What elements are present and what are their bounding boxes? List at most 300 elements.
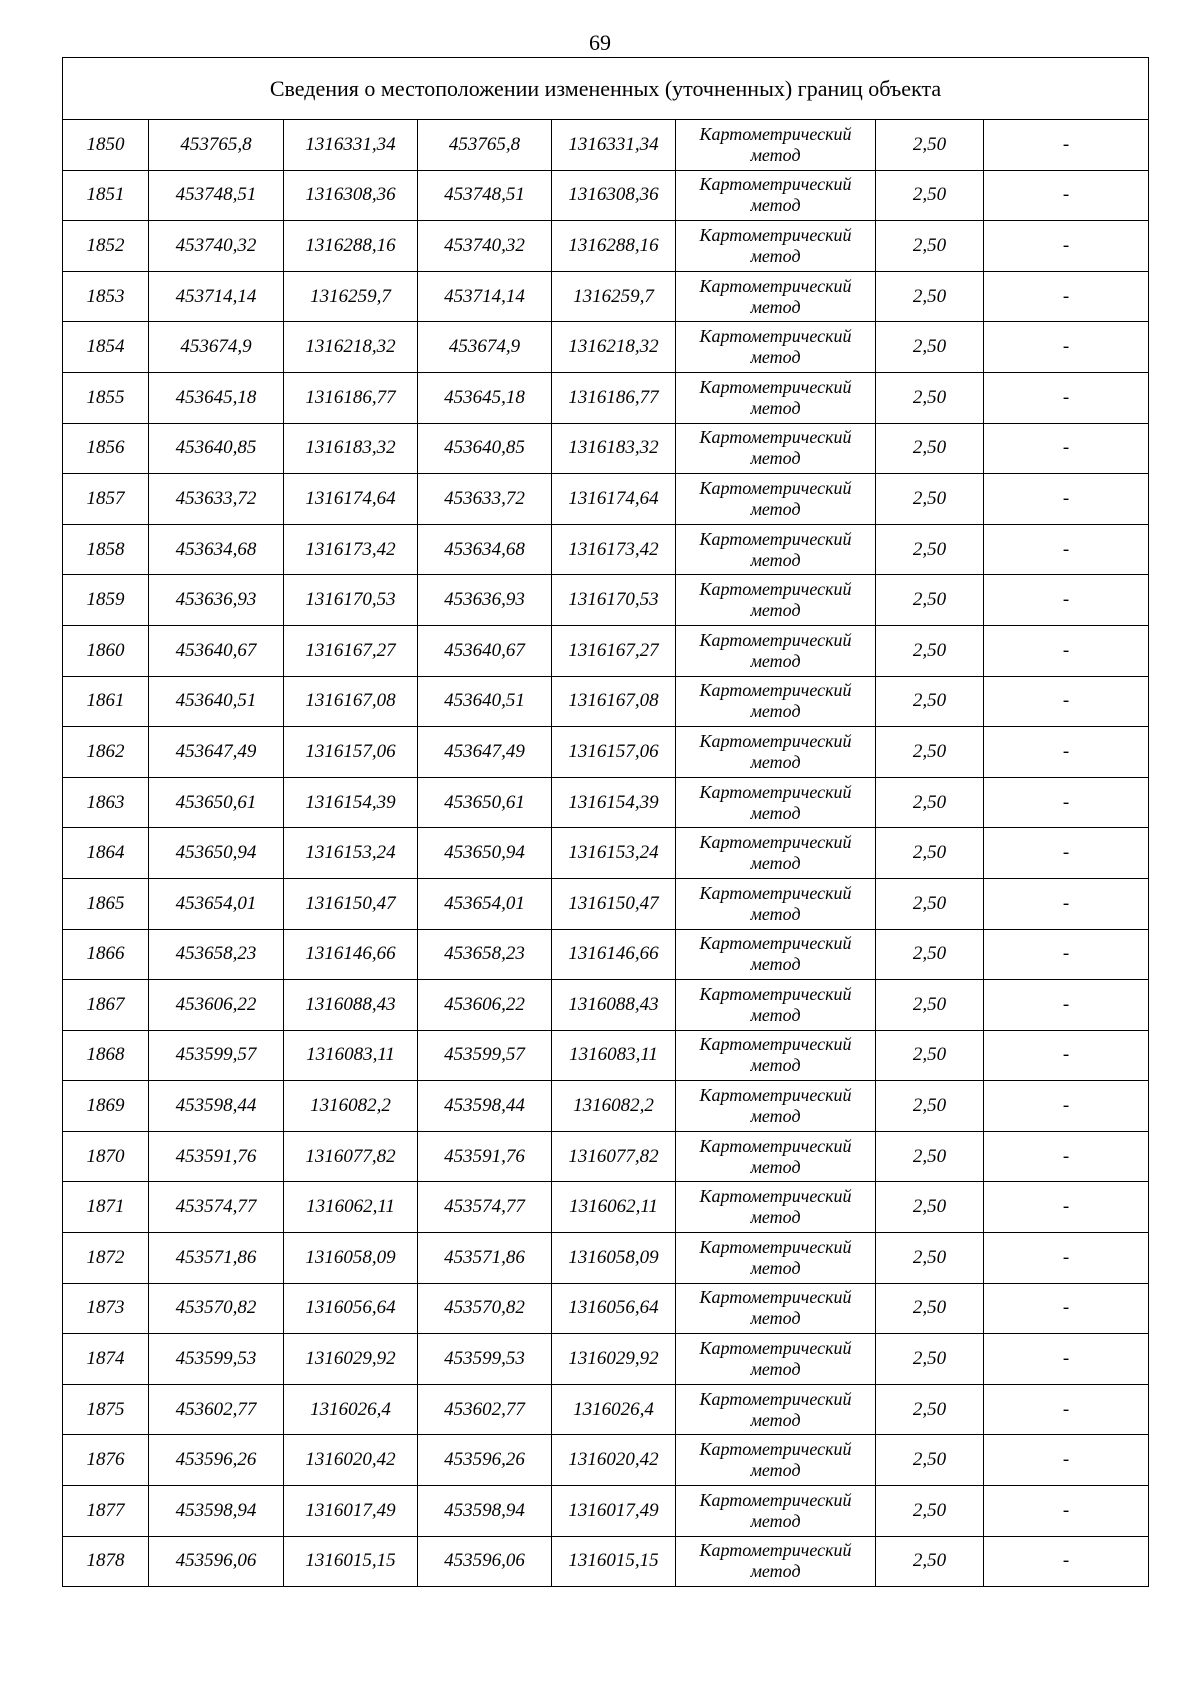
- table-row: [63, 878, 1149, 929]
- y-new-cell: 1316146,66: [552, 929, 676, 980]
- table-row: [63, 1182, 1149, 1233]
- description-cell: -: [984, 1131, 1149, 1182]
- accuracy-cell: 2,50: [876, 271, 984, 322]
- point-number-cell: 1867: [63, 980, 149, 1031]
- x-new-cell: 453640,85: [418, 423, 552, 474]
- table-row: [63, 1030, 1149, 1081]
- accuracy-cell: 2,50: [876, 322, 984, 373]
- description-cell: -: [984, 1030, 1149, 1081]
- method-line-1: Картометрический: [699, 1489, 852, 1510]
- y-existing-cell: 1316259,7: [284, 271, 418, 322]
- method-line-2: метод: [750, 1308, 801, 1329]
- y-new-cell: 1316029,92: [552, 1334, 676, 1385]
- x-new-cell: 453714,14: [418, 271, 552, 322]
- method-line-2: метод: [750, 954, 801, 975]
- x-new-cell: 453591,76: [418, 1131, 552, 1182]
- method-cell: [676, 1536, 876, 1587]
- x-existing-cell: 453640,51: [149, 676, 284, 727]
- table-row: [63, 828, 1149, 879]
- table-row: [63, 777, 1149, 828]
- method-line-1: Картометрический: [699, 174, 852, 195]
- method-line-2: метод: [750, 448, 801, 469]
- method-line-2: метод: [750, 903, 801, 924]
- method-line-2: метод: [750, 498, 801, 519]
- y-new-cell: 1316167,08: [552, 676, 676, 727]
- method-line-2: метод: [750, 1106, 801, 1127]
- x-existing-cell: 453748,51: [149, 170, 284, 221]
- method-cell: [676, 1283, 876, 1334]
- point-number-cell: 1873: [63, 1283, 149, 1334]
- y-existing-cell: 1316186,77: [284, 372, 418, 423]
- method-line-2: метод: [750, 1207, 801, 1228]
- method-cell: [676, 1334, 876, 1385]
- method-line-2: метод: [750, 1156, 801, 1177]
- point-number-cell: 1878: [63, 1536, 149, 1587]
- point-number-cell: 1851: [63, 170, 149, 221]
- method-cell: [676, 271, 876, 322]
- method-cell: [676, 575, 876, 626]
- method-line-1: Картометрический: [699, 224, 852, 245]
- y-existing-cell: 1316157,06: [284, 727, 418, 778]
- table-row: [63, 1081, 1149, 1132]
- y-existing-cell: 1316331,34: [284, 120, 418, 171]
- y-new-cell: 1316174,64: [552, 474, 676, 525]
- method-line-1: Картометрический: [699, 123, 852, 144]
- description-cell: -: [984, 1283, 1149, 1334]
- y-new-cell: 1316058,09: [552, 1233, 676, 1284]
- method-line-2: метод: [750, 1257, 801, 1278]
- x-new-cell: 453598,44: [418, 1081, 552, 1132]
- y-new-cell: 1316288,16: [552, 221, 676, 272]
- method-cell: [676, 474, 876, 525]
- description-cell: -: [984, 1334, 1149, 1385]
- description-cell: -: [984, 1435, 1149, 1486]
- accuracy-cell: 2,50: [876, 878, 984, 929]
- method-line-2: метод: [750, 296, 801, 317]
- x-existing-cell: 453602,77: [149, 1384, 284, 1435]
- point-number-cell: 1850: [63, 120, 149, 171]
- method-line-1: Картометрический: [699, 376, 852, 397]
- method-cell: [676, 1030, 876, 1081]
- method-cell: [676, 980, 876, 1031]
- x-new-cell: 453650,61: [418, 777, 552, 828]
- y-existing-cell: 1316026,4: [284, 1384, 418, 1435]
- y-existing-cell: 1316170,53: [284, 575, 418, 626]
- accuracy-cell: 2,50: [876, 980, 984, 1031]
- y-existing-cell: 1316218,32: [284, 322, 418, 373]
- accuracy-cell: 2,50: [876, 474, 984, 525]
- y-existing-cell: 1316083,11: [284, 1030, 418, 1081]
- description-cell: -: [984, 625, 1149, 676]
- method-cell: [676, 1435, 876, 1486]
- method-cell: [676, 423, 876, 474]
- y-new-cell: 1316153,24: [552, 828, 676, 879]
- accuracy-cell: 2,50: [876, 1081, 984, 1132]
- y-existing-cell: 1316015,15: [284, 1536, 418, 1587]
- accuracy-cell: 2,50: [876, 1233, 984, 1284]
- point-number-cell: 1872: [63, 1233, 149, 1284]
- method-cell: [676, 676, 876, 727]
- point-number-cell: 1863: [63, 777, 149, 828]
- accuracy-cell: 2,50: [876, 1536, 984, 1587]
- x-existing-cell: 453654,01: [149, 878, 284, 929]
- method-line-2: метод: [750, 1359, 801, 1380]
- method-line-1: Картометрический: [699, 629, 852, 650]
- table-body: [63, 120, 1149, 1587]
- y-existing-cell: 1316082,2: [284, 1081, 418, 1132]
- x-new-cell: 453602,77: [418, 1384, 552, 1435]
- y-existing-cell: 1316058,09: [284, 1233, 418, 1284]
- point-number-cell: 1861: [63, 676, 149, 727]
- x-existing-cell: 453633,72: [149, 474, 284, 525]
- method-line-2: метод: [750, 650, 801, 671]
- y-new-cell: 1316150,47: [552, 878, 676, 929]
- method-line-1: Картометрический: [699, 1236, 852, 1257]
- point-number-cell: 1869: [63, 1081, 149, 1132]
- x-new-cell: 453633,72: [418, 474, 552, 525]
- accuracy-cell: 2,50: [876, 1384, 984, 1435]
- y-new-cell: 1316026,4: [552, 1384, 676, 1435]
- accuracy-cell: 2,50: [876, 676, 984, 727]
- x-new-cell: 453748,51: [418, 170, 552, 221]
- y-existing-cell: 1316308,36: [284, 170, 418, 221]
- method-cell: [676, 170, 876, 221]
- description-cell: -: [984, 1182, 1149, 1233]
- method-line-2: метод: [750, 397, 801, 418]
- y-new-cell: 1316062,11: [552, 1182, 676, 1233]
- point-number-cell: 1868: [63, 1030, 149, 1081]
- method-line-1: Картометрический: [699, 1439, 852, 1460]
- table-row: [63, 322, 1149, 373]
- table-row: [63, 474, 1149, 525]
- x-existing-cell: 453574,77: [149, 1182, 284, 1233]
- x-new-cell: 453640,67: [418, 625, 552, 676]
- table-row: [63, 929, 1149, 980]
- table-row: [63, 1233, 1149, 1284]
- x-existing-cell: 453650,61: [149, 777, 284, 828]
- x-new-cell: 453636,93: [418, 575, 552, 626]
- method-line-1: Картометрический: [699, 1186, 852, 1207]
- y-existing-cell: 1316183,32: [284, 423, 418, 474]
- point-number-cell: 1853: [63, 271, 149, 322]
- x-new-cell: 453571,86: [418, 1233, 552, 1284]
- y-existing-cell: 1316017,49: [284, 1486, 418, 1537]
- description-cell: -: [984, 1233, 1149, 1284]
- x-existing-cell: 453606,22: [149, 980, 284, 1031]
- point-number-cell: 1877: [63, 1486, 149, 1537]
- y-new-cell: 1316154,39: [552, 777, 676, 828]
- y-new-cell: 1316157,06: [552, 727, 676, 778]
- accuracy-cell: 2,50: [876, 575, 984, 626]
- x-existing-cell: 453640,67: [149, 625, 284, 676]
- description-cell: -: [984, 575, 1149, 626]
- accuracy-cell: 2,50: [876, 1435, 984, 1486]
- x-new-cell: 453574,77: [418, 1182, 552, 1233]
- accuracy-cell: 2,50: [876, 372, 984, 423]
- method-line-1: Картометрический: [699, 427, 852, 448]
- accuracy-cell: 2,50: [876, 625, 984, 676]
- x-new-cell: 453634,68: [418, 524, 552, 575]
- accuracy-cell: 2,50: [876, 170, 984, 221]
- table-row: [63, 980, 1149, 1031]
- method-line-2: метод: [750, 347, 801, 368]
- point-number-cell: 1858: [63, 524, 149, 575]
- accuracy-cell: 2,50: [876, 1334, 984, 1385]
- y-new-cell: 1316020,42: [552, 1435, 676, 1486]
- y-existing-cell: 1316146,66: [284, 929, 418, 980]
- x-new-cell: 453658,23: [418, 929, 552, 980]
- y-existing-cell: 1316056,64: [284, 1283, 418, 1334]
- table-row: [63, 271, 1149, 322]
- description-cell: -: [984, 1081, 1149, 1132]
- y-new-cell: 1316088,43: [552, 980, 676, 1031]
- x-new-cell: 453645,18: [418, 372, 552, 423]
- accuracy-cell: 2,50: [876, 221, 984, 272]
- y-new-cell: 1316331,34: [552, 120, 676, 171]
- y-new-cell: 1316077,82: [552, 1131, 676, 1182]
- method-line-1: Картометрический: [699, 477, 852, 498]
- method-line-1: Картометрический: [699, 1338, 852, 1359]
- y-new-cell: 1316167,27: [552, 625, 676, 676]
- method-line-2: метод: [750, 802, 801, 823]
- table-row: [63, 1486, 1149, 1537]
- method-cell: [676, 1182, 876, 1233]
- table-row: [63, 1384, 1149, 1435]
- x-new-cell: 453599,57: [418, 1030, 552, 1081]
- table-row: [63, 423, 1149, 474]
- y-existing-cell: 1316020,42: [284, 1435, 418, 1486]
- method-cell: [676, 777, 876, 828]
- method-line-2: метод: [750, 144, 801, 165]
- point-number-cell: 1870: [63, 1131, 149, 1182]
- point-number-cell: 1857: [63, 474, 149, 525]
- x-existing-cell: 453650,94: [149, 828, 284, 879]
- method-line-1: Картометрический: [699, 1287, 852, 1308]
- method-line-1: Картометрический: [699, 730, 852, 751]
- method-line-2: метод: [750, 853, 801, 874]
- accuracy-cell: 2,50: [876, 1030, 984, 1081]
- x-existing-cell: 453640,85: [149, 423, 284, 474]
- y-new-cell: 1316015,15: [552, 1536, 676, 1587]
- point-number-cell: 1852: [63, 221, 149, 272]
- method-line-1: Картометрический: [699, 326, 852, 347]
- table-row: [63, 625, 1149, 676]
- table-row: [63, 170, 1149, 221]
- accuracy-cell: 2,50: [876, 929, 984, 980]
- method-line-1: Картометрический: [699, 579, 852, 600]
- method-line-1: Картометрический: [699, 882, 852, 903]
- method-line-2: метод: [750, 701, 801, 722]
- method-cell: [676, 524, 876, 575]
- x-existing-cell: 453571,86: [149, 1233, 284, 1284]
- table-row: [63, 1435, 1149, 1486]
- method-cell: [676, 625, 876, 676]
- description-cell: -: [984, 423, 1149, 474]
- point-number-cell: 1876: [63, 1435, 149, 1486]
- x-new-cell: 453570,82: [418, 1283, 552, 1334]
- x-new-cell: 453606,22: [418, 980, 552, 1031]
- accuracy-cell: 2,50: [876, 1283, 984, 1334]
- table-row: [63, 1334, 1149, 1385]
- method-line-2: метод: [750, 600, 801, 621]
- method-cell: [676, 1384, 876, 1435]
- y-existing-cell: 1316288,16: [284, 221, 418, 272]
- method-line-2: метод: [750, 245, 801, 266]
- table-row: [63, 1283, 1149, 1334]
- x-new-cell: 453596,26: [418, 1435, 552, 1486]
- method-line-1: Картометрический: [699, 1034, 852, 1055]
- method-line-1: Картометрический: [699, 933, 852, 954]
- y-new-cell: 1316056,64: [552, 1283, 676, 1334]
- method-line-1: Картометрический: [699, 680, 852, 701]
- description-cell: -: [984, 1486, 1149, 1537]
- x-new-cell: 453740,32: [418, 221, 552, 272]
- method-line-2: метод: [750, 1409, 801, 1430]
- y-existing-cell: 1316062,11: [284, 1182, 418, 1233]
- x-existing-cell: 453599,53: [149, 1334, 284, 1385]
- description-cell: -: [984, 980, 1149, 1031]
- method-cell: [676, 322, 876, 373]
- accuracy-cell: 2,50: [876, 1182, 984, 1233]
- description-cell: -: [984, 372, 1149, 423]
- x-new-cell: 453598,94: [418, 1486, 552, 1537]
- table-row: [63, 524, 1149, 575]
- method-line-1: Картометрический: [699, 1540, 852, 1561]
- y-existing-cell: 1316167,27: [284, 625, 418, 676]
- accuracy-cell: 2,50: [876, 1131, 984, 1182]
- x-existing-cell: 453674,9: [149, 322, 284, 373]
- method-cell: [676, 1131, 876, 1182]
- accuracy-cell: 2,50: [876, 120, 984, 171]
- table-row: [63, 1131, 1149, 1182]
- x-new-cell: 453640,51: [418, 676, 552, 727]
- y-existing-cell: 1316154,39: [284, 777, 418, 828]
- x-existing-cell: 453740,32: [149, 221, 284, 272]
- x-existing-cell: 453591,76: [149, 1131, 284, 1182]
- method-line-1: Картометрический: [699, 1085, 852, 1106]
- y-existing-cell: 1316153,24: [284, 828, 418, 879]
- description-cell: -: [984, 120, 1149, 171]
- x-new-cell: 453765,8: [418, 120, 552, 171]
- x-existing-cell: 453714,14: [149, 271, 284, 322]
- method-line-1: Картометрический: [699, 1388, 852, 1409]
- accuracy-cell: 2,50: [876, 524, 984, 575]
- accuracy-cell: 2,50: [876, 828, 984, 879]
- y-existing-cell: 1316150,47: [284, 878, 418, 929]
- method-cell: [676, 1233, 876, 1284]
- point-number-cell: 1874: [63, 1334, 149, 1385]
- point-number-cell: 1854: [63, 322, 149, 373]
- x-new-cell: 453596,06: [418, 1536, 552, 1587]
- method-line-2: метод: [750, 1055, 801, 1076]
- table-row: [63, 120, 1149, 171]
- page-number: 69: [589, 30, 611, 55]
- description-cell: -: [984, 271, 1149, 322]
- method-line-1: Картометрический: [699, 832, 852, 853]
- title-row: [63, 58, 1149, 120]
- description-cell: -: [984, 1384, 1149, 1435]
- x-existing-cell: 453596,06: [149, 1536, 284, 1587]
- x-existing-cell: 453570,82: [149, 1283, 284, 1334]
- method-cell: [676, 929, 876, 980]
- x-existing-cell: 453596,26: [149, 1435, 284, 1486]
- x-new-cell: 453650,94: [418, 828, 552, 879]
- method-cell: [676, 221, 876, 272]
- y-new-cell: 1316259,7: [552, 271, 676, 322]
- method-line-1: Картометрический: [699, 275, 852, 296]
- point-number-cell: 1860: [63, 625, 149, 676]
- method-cell: [676, 1486, 876, 1537]
- description-cell: -: [984, 878, 1149, 929]
- y-existing-cell: 1316029,92: [284, 1334, 418, 1385]
- method-line-2: метод: [750, 1561, 801, 1582]
- method-cell: [676, 828, 876, 879]
- method-cell: [676, 372, 876, 423]
- description-cell: -: [984, 322, 1149, 373]
- y-new-cell: 1316082,2: [552, 1081, 676, 1132]
- accuracy-cell: 2,50: [876, 1486, 984, 1537]
- x-new-cell: 453647,49: [418, 727, 552, 778]
- y-new-cell: 1316017,49: [552, 1486, 676, 1537]
- x-existing-cell: 453598,44: [149, 1081, 284, 1132]
- description-cell: -: [984, 221, 1149, 272]
- description-cell: -: [984, 828, 1149, 879]
- method-line-2: метод: [750, 549, 801, 570]
- x-existing-cell: 453599,57: [149, 1030, 284, 1081]
- method-cell: [676, 727, 876, 778]
- table-title: Сведения о местоположении измененных (уточненных) границ объекта: [63, 58, 1149, 120]
- accuracy-cell: 2,50: [876, 727, 984, 778]
- description-cell: -: [984, 929, 1149, 980]
- method-cell: [676, 1081, 876, 1132]
- y-existing-cell: 1316077,82: [284, 1131, 418, 1182]
- method-line-2: метод: [750, 195, 801, 216]
- y-new-cell: 1316218,32: [552, 322, 676, 373]
- x-existing-cell: 453598,94: [149, 1486, 284, 1537]
- point-number-cell: 1865: [63, 878, 149, 929]
- table-row: [63, 1536, 1149, 1587]
- y-new-cell: 1316308,36: [552, 170, 676, 221]
- point-number-cell: 1875: [63, 1384, 149, 1435]
- table-row: [63, 221, 1149, 272]
- point-number-cell: 1862: [63, 727, 149, 778]
- table-row: [63, 676, 1149, 727]
- y-new-cell: 1316170,53: [552, 575, 676, 626]
- x-existing-cell: 453647,49: [149, 727, 284, 778]
- y-new-cell: 1316183,32: [552, 423, 676, 474]
- point-number-cell: 1855: [63, 372, 149, 423]
- description-cell: -: [984, 1536, 1149, 1587]
- point-number-cell: 1866: [63, 929, 149, 980]
- y-new-cell: 1316186,77: [552, 372, 676, 423]
- point-number-cell: 1856: [63, 423, 149, 474]
- x-new-cell: 453674,9: [418, 322, 552, 373]
- method-cell: [676, 878, 876, 929]
- table-row: [63, 727, 1149, 778]
- accuracy-cell: 2,50: [876, 777, 984, 828]
- description-cell: -: [984, 777, 1149, 828]
- point-number-cell: 1871: [63, 1182, 149, 1233]
- description-cell: -: [984, 676, 1149, 727]
- x-new-cell: 453599,53: [418, 1334, 552, 1385]
- accuracy-cell: 2,50: [876, 423, 984, 474]
- method-line-1: Картометрический: [699, 1135, 852, 1156]
- method-cell: [676, 120, 876, 171]
- method-line-2: метод: [750, 1460, 801, 1481]
- method-line-2: метод: [750, 751, 801, 772]
- x-existing-cell: 453645,18: [149, 372, 284, 423]
- boundary-table: [62, 57, 1149, 1587]
